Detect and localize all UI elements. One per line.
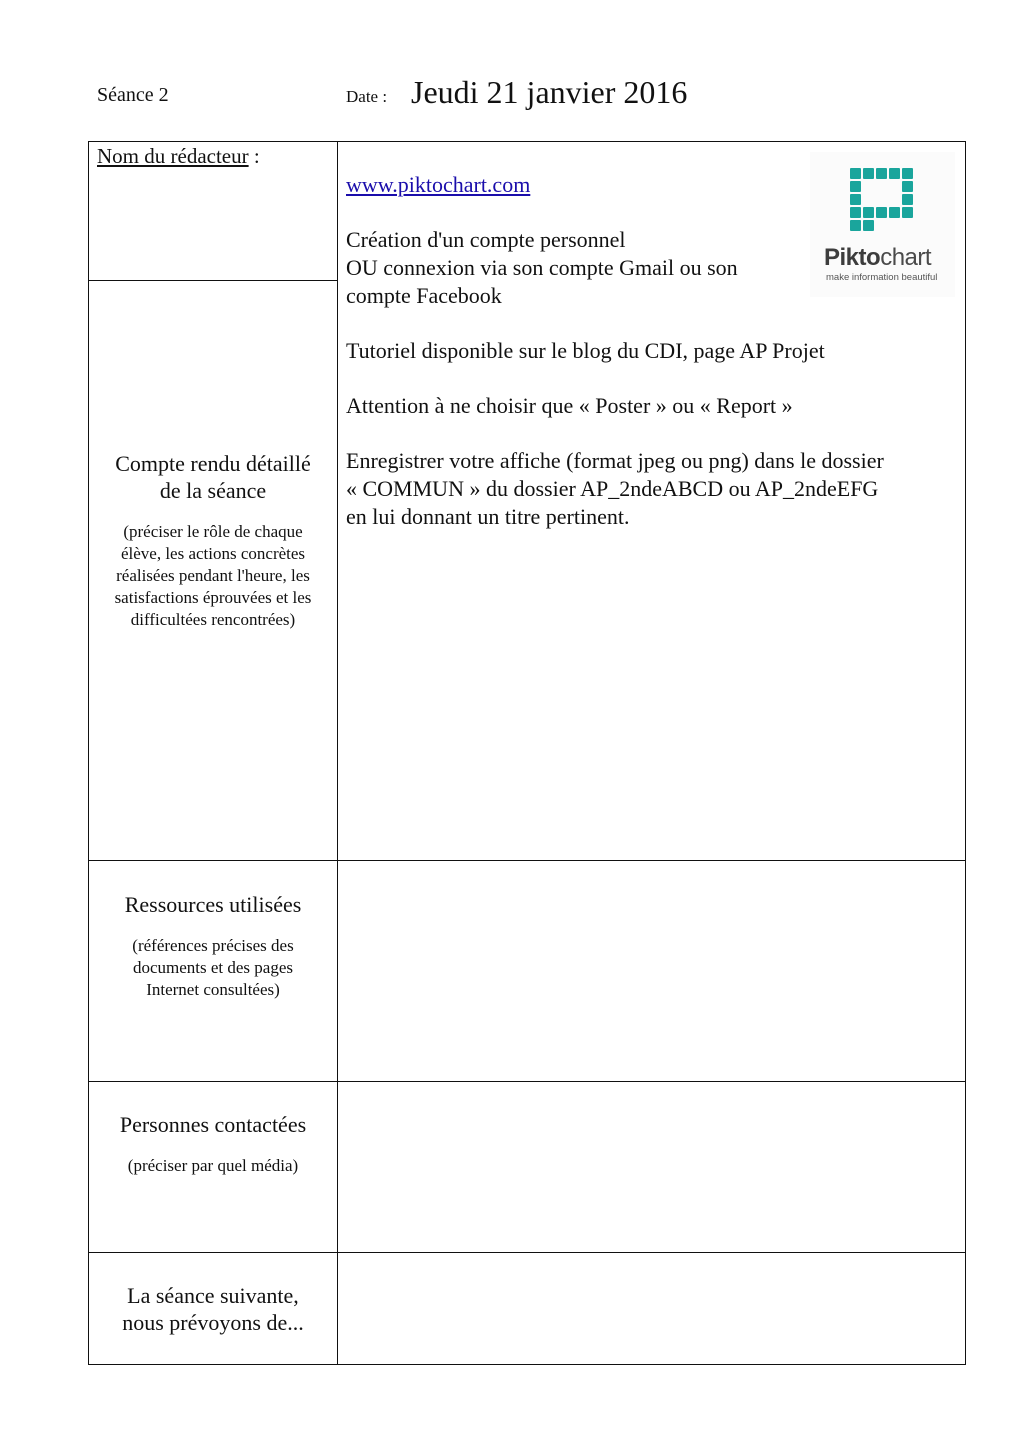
report-note-line4: satisfactions éprouvées et les	[114, 588, 312, 607]
contacts-note: (préciser par quel média)	[127, 1156, 299, 1175]
date-value: Jeudi 21 janvier 2016	[411, 74, 688, 110]
report-note-line2: élève, les actions concrètes	[120, 544, 306, 563]
resources-note-line3: Internet consultées)	[146, 980, 280, 999]
report-note-line3: réalisées pendant l'heure, les	[116, 566, 310, 585]
content-para2: Tutoriel disponible sur le blog du CDI, page AP Projet	[346, 338, 825, 363]
content-para4-line1: Enregistrer votre affiche (format jpeg ou png) dans le dossier	[346, 448, 884, 473]
report-title-line2: de la séance	[159, 478, 267, 503]
content-para4-line3: en lui donnant un titre pertinent.	[346, 504, 630, 529]
piktochart-tagline: make information beautiful	[826, 272, 938, 283]
author-name-label-text: Nom du rédacteur	[97, 144, 249, 168]
content-para3: Attention à ne choisir que « Poster » ou « Report »	[346, 393, 793, 418]
date-label: Date :	[346, 87, 388, 106]
report-note-line1: (préciser le rôle de chaque	[123, 522, 303, 541]
report-label	[89, 450, 337, 631]
content-para1-line1: Création d'un compte personnel	[346, 227, 626, 252]
piktochart-logo	[810, 152, 955, 297]
content-para1-line2: OU connexion via son compte Gmail ou son	[346, 255, 738, 280]
content-para4-line2: « COMMUN » du dossier AP_2ndeABCD ou AP_2ndeEFG	[346, 476, 879, 501]
piktochart-wordmark: Piktochart	[824, 244, 932, 271]
resources-note-line1: (références précises des	[132, 936, 294, 955]
content-para1-line3: compte Facebook	[346, 283, 502, 308]
resources-title: Ressources utilisées	[124, 892, 302, 917]
contacts-label	[89, 1111, 337, 1177]
session-number: Séance 2	[97, 84, 169, 106]
author-name-label	[97, 144, 260, 169]
resources-note-line2: documents et des pages	[132, 958, 294, 977]
next-session-label	[89, 1282, 337, 1336]
next-session-line2: nous prévoyons de...	[122, 1310, 304, 1335]
piktochart-logo-icon	[850, 168, 914, 238]
report-title-line1: Compte rendu détaillé	[115, 451, 311, 476]
contacts-title: Personnes contactées	[119, 1112, 307, 1137]
piktochart-link[interactable]: www.piktochart.com	[346, 172, 531, 197]
author-name-label-colon: :	[248, 144, 260, 168]
report-note-line5: difficultées rencontrées)	[130, 610, 296, 629]
next-session-line1: La séance suivante,	[127, 1283, 299, 1308]
resources-label	[89, 891, 337, 1001]
